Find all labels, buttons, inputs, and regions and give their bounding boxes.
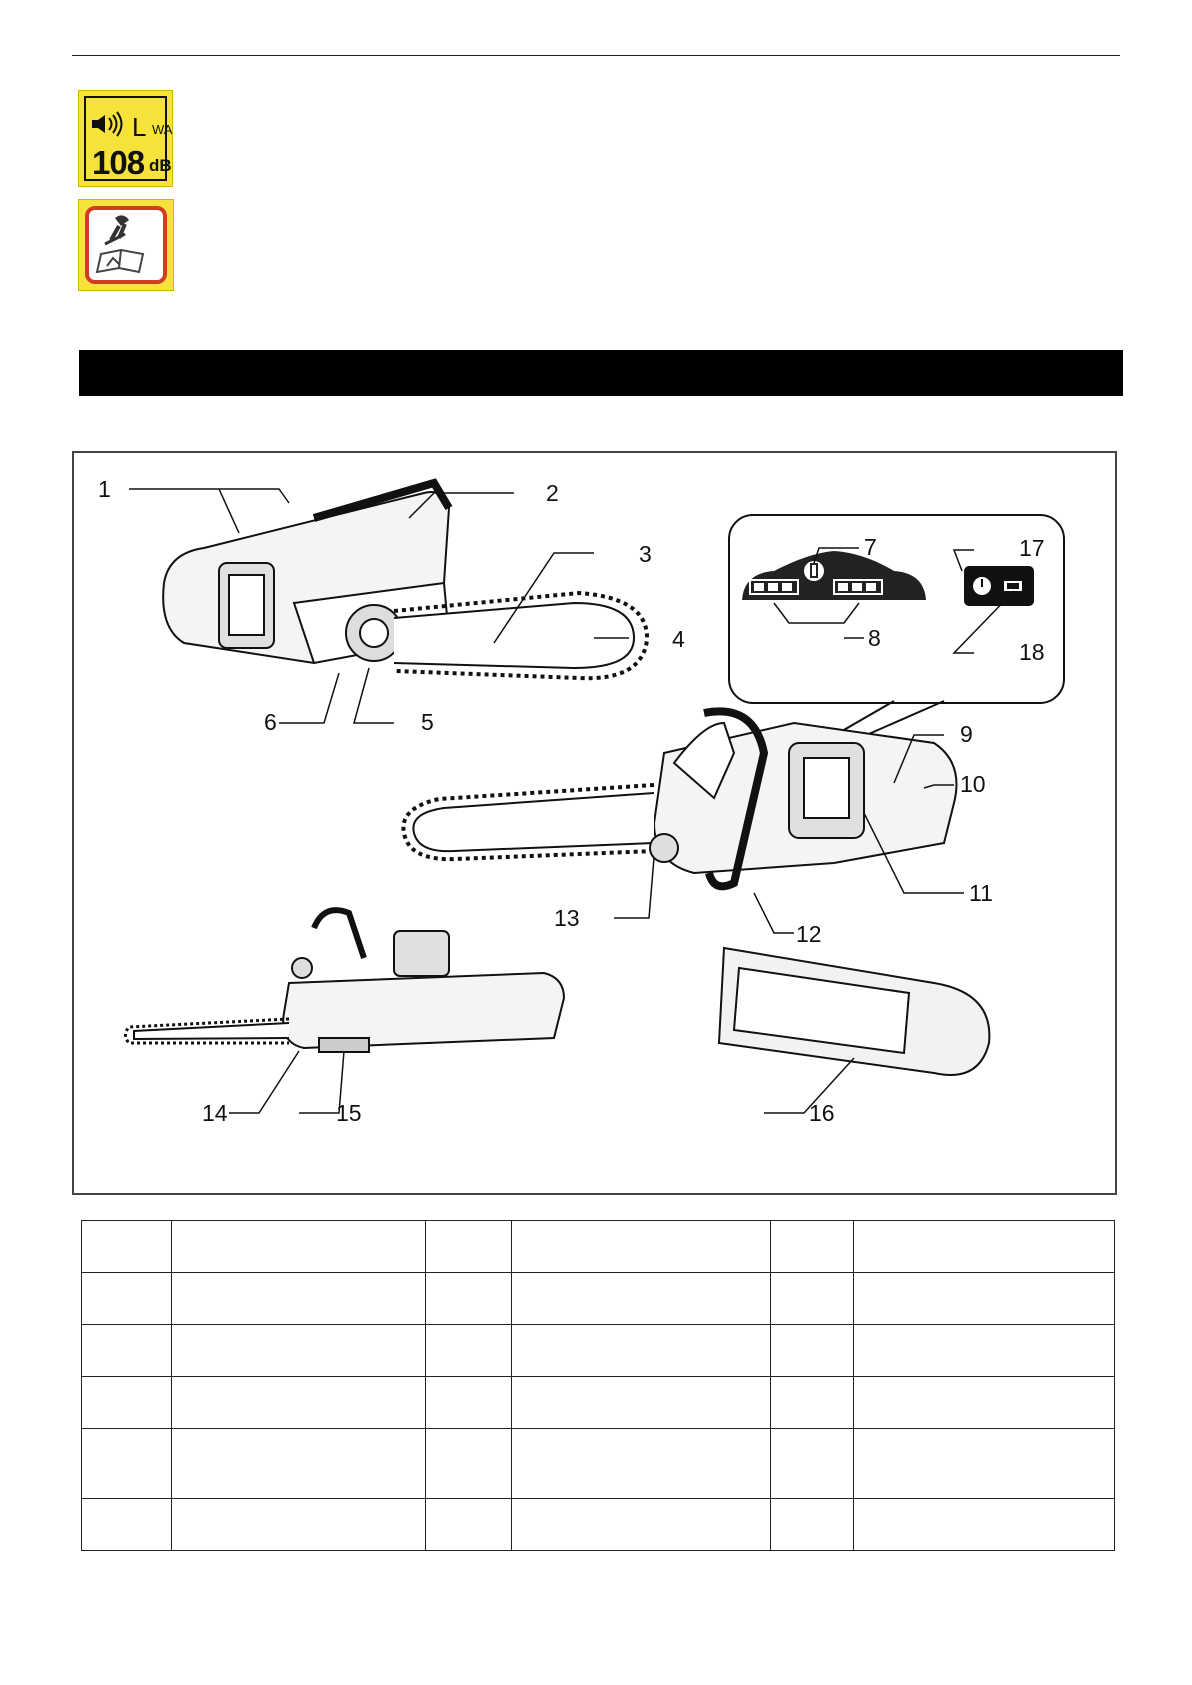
callout-12: 12: [796, 921, 822, 947]
table-cell: [426, 1429, 512, 1499]
noise-subscript: WA: [152, 122, 173, 137]
table-cell: [82, 1325, 172, 1377]
table-cell: [426, 1221, 512, 1273]
table-cell: [771, 1377, 854, 1429]
callout-18: 18: [1019, 639, 1045, 665]
table-cell: [512, 1273, 771, 1325]
callout-17: 17: [1019, 535, 1045, 561]
table-row: [82, 1221, 1115, 1273]
table-cell: [512, 1221, 771, 1273]
callout-7: 7: [864, 534, 877, 560]
table-cell: [426, 1325, 512, 1377]
callout-11: 11: [969, 880, 993, 906]
header-rule: [72, 55, 1120, 56]
table-cell: [82, 1429, 172, 1499]
table-cell: [172, 1499, 426, 1551]
table-cell: [854, 1273, 1115, 1325]
table-cell: [512, 1499, 771, 1551]
read-manual-icon: [89, 210, 161, 278]
table-cell: [512, 1429, 771, 1499]
callout-4: 4: [672, 626, 685, 652]
table-cell: [426, 1273, 512, 1325]
table-cell: [854, 1377, 1115, 1429]
table-row: [82, 1377, 1115, 1429]
table-cell: [771, 1429, 854, 1499]
read-manual-label: [78, 199, 174, 291]
noise-value: 108: [92, 144, 145, 181]
table-cell: [771, 1499, 854, 1551]
table-row: [82, 1325, 1115, 1377]
product-illustration: [72, 451, 1117, 1195]
table-cell: [512, 1325, 771, 1377]
table-cell: [854, 1325, 1115, 1377]
chainsaw-diagram: [74, 453, 1119, 1197]
callout-15: 15: [336, 1100, 362, 1126]
table-cell: [82, 1273, 172, 1325]
noise-level-label: [78, 90, 173, 187]
table-cell: [771, 1221, 854, 1273]
table-row: [82, 1273, 1115, 1325]
noise-unit: dB: [149, 156, 172, 175]
chainsaw-side-view: [403, 711, 956, 886]
callout-2: 2: [546, 480, 559, 506]
speaker-icon: [90, 110, 130, 140]
section-header-bar: [79, 350, 1123, 396]
table-cell: [771, 1273, 854, 1325]
table-cell: [426, 1377, 512, 1429]
table-cell: [82, 1499, 172, 1551]
table-cell: [172, 1221, 426, 1273]
callout-5: 5: [421, 709, 434, 735]
callout-9: 9: [960, 721, 973, 747]
parts-list-table: [81, 1220, 1115, 1551]
callout-6: 6: [264, 709, 277, 735]
chain-guard: [719, 948, 989, 1075]
callout-8: 8: [868, 625, 881, 651]
chainsaw-top-view: [163, 480, 647, 678]
noise-symbol: L: [132, 112, 147, 142]
table-cell: [82, 1377, 172, 1429]
table-cell: [426, 1499, 512, 1551]
callout-13: 13: [554, 905, 580, 931]
table-cell: [771, 1325, 854, 1377]
callout-10: 10: [960, 771, 986, 797]
table-row: [82, 1429, 1115, 1499]
table-cell: [172, 1325, 426, 1377]
table-cell: [172, 1273, 426, 1325]
table-cell: [854, 1499, 1115, 1551]
callout-3: 3: [639, 541, 652, 567]
table-cell: [172, 1429, 426, 1499]
table-cell: [172, 1377, 426, 1429]
table-cell: [854, 1221, 1115, 1273]
table-row: [82, 1499, 1115, 1551]
callout-16: 16: [809, 1100, 835, 1126]
chainsaw-bottom-view: [126, 910, 565, 1052]
table-cell: [854, 1429, 1115, 1499]
table-cell: [512, 1377, 771, 1429]
table-cell: [82, 1221, 172, 1273]
callout-1: 1: [98, 476, 111, 502]
callout-14: 14: [202, 1100, 228, 1126]
